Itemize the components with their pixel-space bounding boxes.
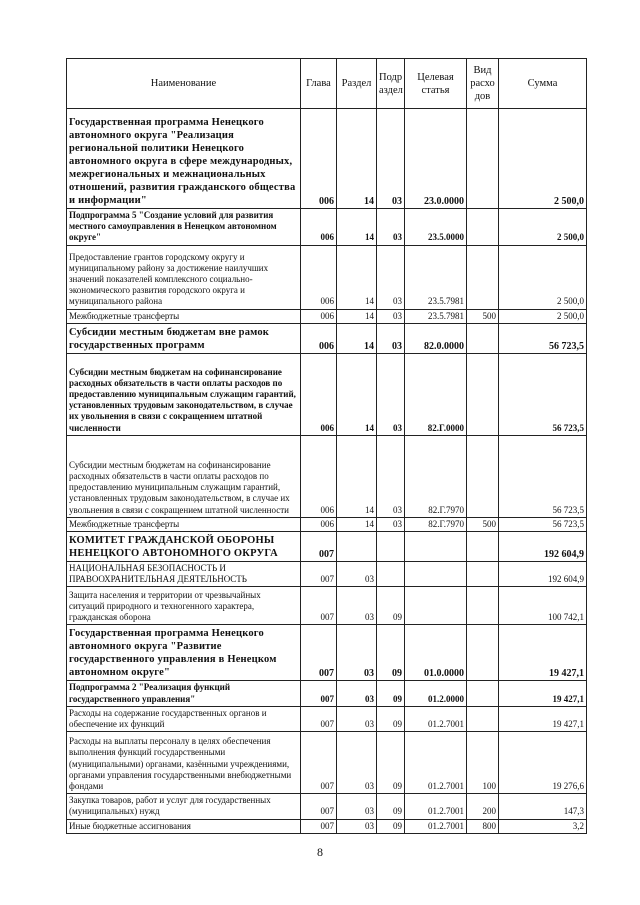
row-name: НАЦИОНАЛЬНАЯ БЕЗОПАСНОСТЬ И ПРАВООХРАНИТЕЛЬНАЯ ДЕЯТЕЛЬНОСТЬ [67, 562, 301, 587]
row-name: Предоставление грантов городскому округу и муниципальному району за достижение наилучших значений показателей комплексного социально-экономического развития городского округа и муниципального района [67, 245, 301, 309]
row-vid [467, 532, 499, 562]
row-vid: 500 [467, 517, 499, 531]
row-name: Закупка товаров, работ и услуг для государственных (муниципальных) нужд [67, 794, 301, 819]
row-sum: 192 604,9 [499, 562, 587, 587]
row-podrazdel: 09 [377, 794, 405, 819]
table-row [67, 309, 587, 323]
table-row [67, 435, 587, 517]
row-podrazdel: 03 [377, 323, 405, 353]
table-row [67, 732, 587, 794]
row-glava: 006 [301, 245, 337, 309]
row-glava: 006 [301, 517, 337, 531]
row-podrazdel: 03 [377, 245, 405, 309]
row-sum: 2 500,0 [499, 209, 587, 246]
row-name: Государственная программа Ненецкого автономного округа "Реализация региональной политики Ненецкого автономного округа в сфере международных, межрегиональных и межнациональных отношений, развития гражданского общества и информации" [67, 109, 301, 209]
row-razdel: 14 [337, 435, 377, 517]
row-target: 23.0.0000 [405, 109, 467, 209]
page-number: 8 [317, 845, 323, 859]
row-sum: 19 427,1 [499, 681, 587, 706]
row-podrazdel: 09 [377, 732, 405, 794]
row-sum: 56 723,5 [499, 353, 587, 435]
row-razdel: 03 [337, 562, 377, 587]
table-row [67, 517, 587, 531]
row-name: Субсидии местным бюджетам вне рамок государственных программ [67, 323, 301, 353]
row-name: Межбюджетные трансферты [67, 517, 301, 531]
row-podrazdel: 09 [377, 681, 405, 706]
row-razdel [337, 532, 377, 562]
row-podrazdel: 09 [377, 819, 405, 833]
row-glava: 006 [301, 109, 337, 209]
row-glava: 007 [301, 794, 337, 819]
row-razdel: 14 [337, 517, 377, 531]
row-sum: 192 604,9 [499, 532, 587, 562]
row-vid [467, 625, 499, 681]
row-glava: 006 [301, 435, 337, 517]
row-vid [467, 353, 499, 435]
row-vid [467, 562, 499, 587]
row-target: 82.0.0000 [405, 323, 467, 353]
table-row [67, 323, 587, 353]
row-sum: 147,3 [499, 794, 587, 819]
row-name: Иные бюджетные ассигнования [67, 819, 301, 833]
row-podrazdel: 03 [377, 517, 405, 531]
row-razdel: 14 [337, 353, 377, 435]
row-vid [467, 245, 499, 309]
row-target: 82.Г.0000 [405, 353, 467, 435]
row-podrazdel: 03 [377, 109, 405, 209]
table-row [67, 706, 587, 731]
row-sum: 56 723,5 [499, 323, 587, 353]
row-target [405, 587, 467, 625]
table-row [67, 245, 587, 309]
table-row [67, 681, 587, 706]
row-podrazdel: 03 [377, 309, 405, 323]
table-row [67, 794, 587, 819]
row-name: Государственная программа Ненецкого автономного округа "Развитие государственного управления в Ненецком автономном округе" [67, 625, 301, 681]
row-razdel: 14 [337, 209, 377, 246]
header-glava: Глава [301, 59, 337, 109]
row-target: 23.5.0000 [405, 209, 467, 246]
header-razdel: Раздел [337, 59, 377, 109]
row-vid [467, 681, 499, 706]
row-vid [467, 587, 499, 625]
row-vid [467, 435, 499, 517]
row-sum: 100 742,1 [499, 587, 587, 625]
budget-table [66, 58, 587, 834]
table-row [67, 625, 587, 681]
row-vid: 500 [467, 309, 499, 323]
row-name: Расходы на содержание государственных органов и обеспечение их функций [67, 706, 301, 731]
row-target [405, 532, 467, 562]
table-row [67, 109, 587, 209]
row-vid [467, 209, 499, 246]
row-target [405, 562, 467, 587]
row-target: 01.2.0000 [405, 681, 467, 706]
row-razdel: 14 [337, 323, 377, 353]
row-target: 01.0.0000 [405, 625, 467, 681]
row-glava: 007 [301, 625, 337, 681]
row-podrazdel: 09 [377, 625, 405, 681]
row-razdel: 03 [337, 625, 377, 681]
row-razdel: 03 [337, 819, 377, 833]
row-razdel: 03 [337, 681, 377, 706]
table-row [67, 532, 587, 562]
row-vid: 100 [467, 732, 499, 794]
row-sum: 19 427,1 [499, 625, 587, 681]
row-glava: 007 [301, 706, 337, 731]
row-target: 01.2.7001 [405, 819, 467, 833]
row-target: 01.2.7001 [405, 706, 467, 731]
row-razdel: 03 [337, 587, 377, 625]
row-podrazdel [377, 532, 405, 562]
row-name: Межбюджетные трансферты [67, 309, 301, 323]
row-podrazdel [377, 562, 405, 587]
row-razdel: 14 [337, 245, 377, 309]
table-row [67, 209, 587, 246]
row-name: Подпрограмма 2 "Реализация функций государственного управления" [67, 681, 301, 706]
row-razdel: 14 [337, 109, 377, 209]
table-row [67, 353, 587, 435]
row-name: Субсидии местным бюджетам на софинансирование расходных обязательств в части оплаты расходов по предоставлению муниципальным служащим гарантий, установленных трудовым законодательством, в случае их увольнения в связи с сокращением штатной численности [67, 435, 301, 517]
row-sum: 3,2 [499, 819, 587, 833]
row-vid [467, 706, 499, 731]
row-target: 23.5.7981 [405, 245, 467, 309]
row-glava: 006 [301, 309, 337, 323]
table-row [67, 587, 587, 625]
row-target: 01.2.7001 [405, 732, 467, 794]
header-target: Целевая статья [405, 59, 467, 109]
header-sum: Сумма [499, 59, 587, 109]
row-glava: 007 [301, 532, 337, 562]
row-razdel: 14 [337, 309, 377, 323]
row-glava: 007 [301, 732, 337, 794]
row-name: Расходы на выплаты персоналу в целях обеспечения выполнения функций государственными (муниципальными) органами, казёнными учреждениями, органами управления государственными внебюджетными фондами [67, 732, 301, 794]
header-podrazdel: Подр аздел [377, 59, 405, 109]
row-sum: 2 500,0 [499, 109, 587, 209]
row-name: Субсидии местным бюджетам на софинансирование расходных обязательств в части оплаты расходов по предоставлению муниципальным служащим гарантий, установленных трудовым законодательством, в случае их увольнения в связи с сокращением штатной численности [67, 353, 301, 435]
row-razdel: 03 [337, 706, 377, 731]
row-podrazdel: 03 [377, 435, 405, 517]
row-target: 01.2.7001 [405, 794, 467, 819]
row-sum: 56 723,5 [499, 435, 587, 517]
row-razdel: 03 [337, 794, 377, 819]
row-vid: 200 [467, 794, 499, 819]
row-sum: 19 276,6 [499, 732, 587, 794]
header-vid: Вид расхо дов [467, 59, 499, 109]
row-vid [467, 109, 499, 209]
row-glava: 007 [301, 587, 337, 625]
row-glava: 007 [301, 681, 337, 706]
row-podrazdel: 03 [377, 209, 405, 246]
row-podrazdel: 09 [377, 587, 405, 625]
row-glava: 007 [301, 819, 337, 833]
row-name: Подпрограмма 5 "Создание условий для развития местного самоуправления в Ненецком автономном округе" [67, 209, 301, 246]
row-sum: 19 427,1 [499, 706, 587, 731]
row-vid [467, 323, 499, 353]
row-glava: 006 [301, 353, 337, 435]
row-name: КОМИТЕТ ГРАЖДАНСКОЙ ОБОРОНЫ НЕНЕЦКОГО АВТОНОМНОГО ОКРУГА [67, 532, 301, 562]
row-name: Защита населения и территории от чрезвычайных ситуаций природного и техногенного характера, гражданская оборона [67, 587, 301, 625]
table-row [67, 819, 587, 833]
table-row [67, 562, 587, 587]
row-glava: 006 [301, 323, 337, 353]
table-header-row [67, 59, 587, 109]
row-sum: 56 723,5 [499, 517, 587, 531]
row-glava: 007 [301, 562, 337, 587]
row-sum: 2 500,0 [499, 245, 587, 309]
row-glava: 006 [301, 209, 337, 246]
row-podrazdel: 03 [377, 353, 405, 435]
row-razdel: 03 [337, 732, 377, 794]
row-target: 82.Г.7970 [405, 517, 467, 531]
row-podrazdel: 09 [377, 706, 405, 731]
row-sum: 2 500,0 [499, 309, 587, 323]
row-vid: 800 [467, 819, 499, 833]
row-target: 23.5.7981 [405, 309, 467, 323]
row-target: 82.Г.7970 [405, 435, 467, 517]
budget-table-page [66, 58, 586, 834]
header-name: Наименование [67, 59, 301, 109]
